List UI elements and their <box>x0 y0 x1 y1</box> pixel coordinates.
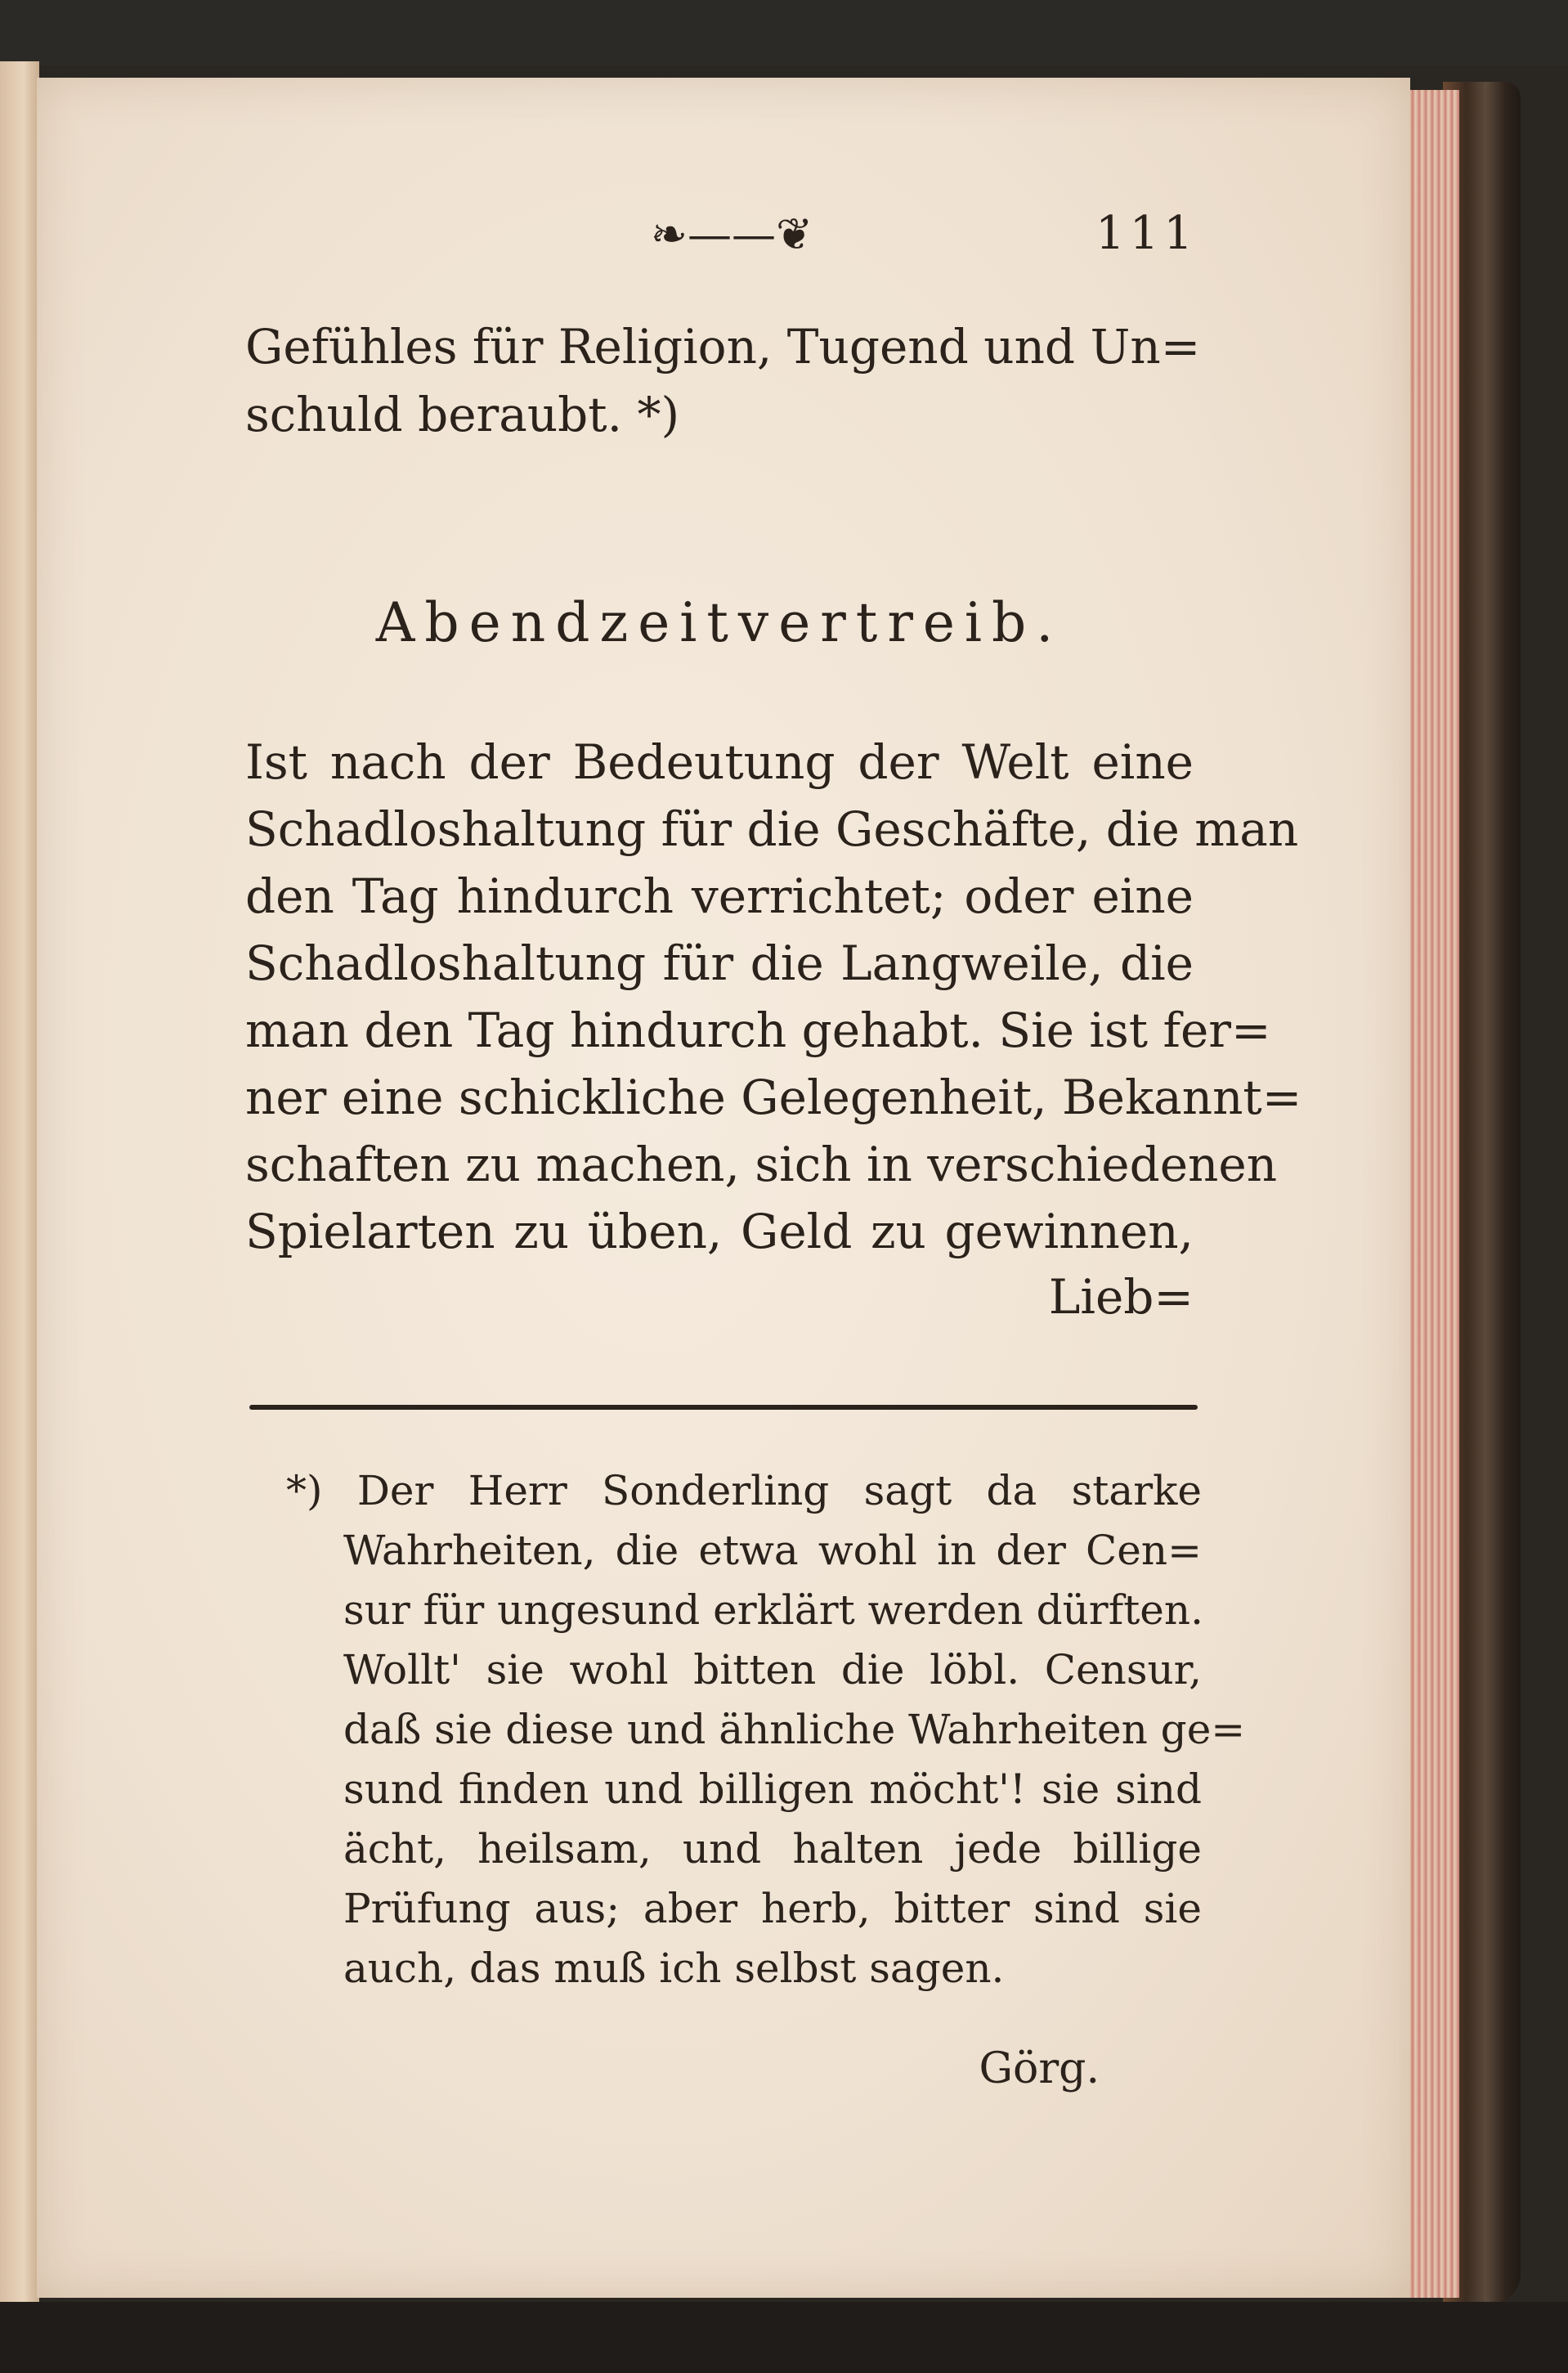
paragraph-line-6: ner eine schickliche Gelegenheit, Bekannt= <box>245 1070 1302 1125</box>
paragraph-line-2: Schadloshaltung für die Geschäfte, die man <box>245 801 1299 857</box>
text-line-1: Gefühles für Religion, Tugend und Un= <box>245 319 1201 375</box>
page <box>37 78 1410 2298</box>
footnote-line-3: sur für ungesund erklärt werden dürften. <box>343 1586 1203 1634</box>
footnote-line-7: ächt, heilsam, und halten jede billige <box>343 1825 1202 1873</box>
footnote-line-2: Wahrheiten, die etwa wohl in der Cen= <box>343 1527 1202 1574</box>
footnote-rule <box>249 1405 1198 1410</box>
page-number: 111 <box>1095 207 1198 260</box>
background-bottom <box>0 2302 1568 2373</box>
page-edges <box>1402 90 1459 2298</box>
facing-page-edge <box>0 61 39 2306</box>
paragraph-line-1: Ist nach der Bedeutung der Welt eine <box>245 734 1194 790</box>
paragraph-line-4: Schadloshaltung für die Langweile, die <box>245 935 1194 991</box>
text-line-2: schuld beraubt. *) <box>245 387 680 442</box>
paragraph-line-5: man den Tag hindurch gehabt. Sie ist fer= <box>245 1003 1271 1058</box>
header-ornament: ❧——❦ <box>650 209 813 260</box>
footnote-signature: Görg. <box>979 2044 1100 2093</box>
footnote-line-4: Wollt' sie wohl bitten die löbl. Censur, <box>343 1646 1202 1693</box>
catchword: Lieb= <box>1048 1269 1194 1325</box>
footnote-line-1: *) Der Herr Sonderling sagt da starke <box>286 1467 1202 1514</box>
page-text <box>37 78 1410 2298</box>
paragraph-line-3: den Tag hindurch verrichtet; oder eine <box>245 868 1194 924</box>
footnote-line-8: Prüfung aus; aber herb, bitter sind sie <box>343 1885 1202 1932</box>
footnote-line-9: auch, das muß ich selbst sagen. <box>343 1945 1005 1992</box>
background-top <box>0 0 1568 65</box>
section-heading: Abendzeitvertreib. <box>375 591 1064 654</box>
paragraph-line-7: schaften zu machen, sich in verschiedenen <box>245 1137 1278 1192</box>
footnote-line-5: daß sie diese und ähnliche Wahrheiten ge= <box>343 1706 1246 1753</box>
footnote-line-6: sund finden und billigen möcht'! sie sind <box>343 1765 1202 1813</box>
paragraph-line-8: Spielarten zu üben, Geld zu gewinnen, <box>245 1204 1194 1259</box>
